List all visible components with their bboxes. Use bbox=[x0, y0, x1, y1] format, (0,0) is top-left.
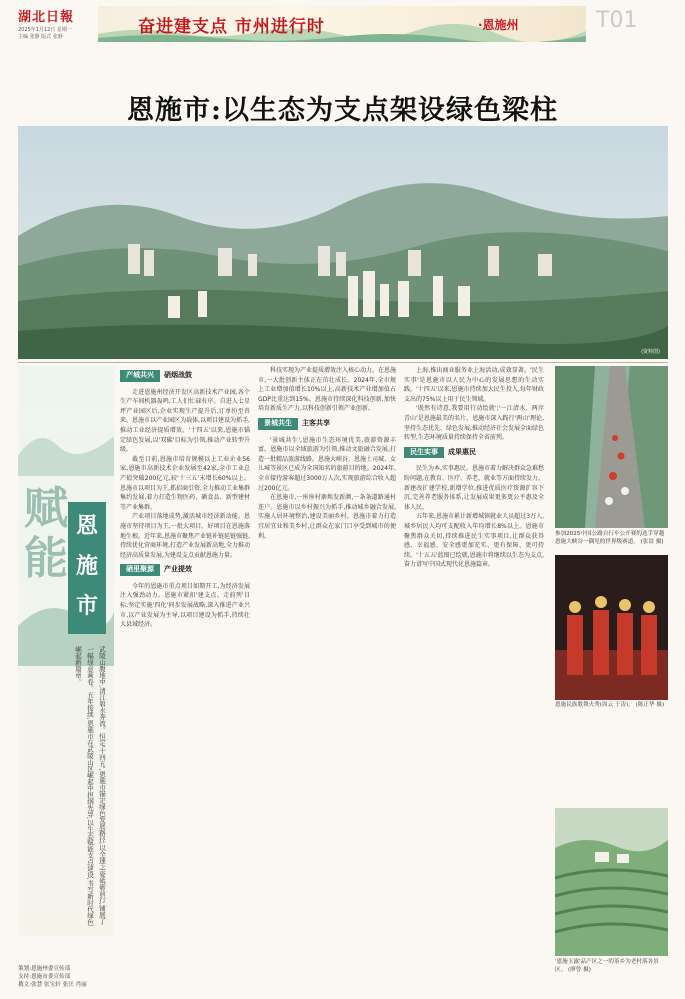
column-1 bbox=[120, 366, 250, 630]
section-heading bbox=[258, 418, 396, 430]
credit-line: 撰文:张慧 张宝轩 张匡 肖丽 bbox=[18, 982, 87, 988]
section-heading bbox=[120, 370, 250, 382]
column-2 bbox=[258, 366, 396, 541]
paragraph: 科技实现为产业提质增效注入核心动力。在恩施市,一大批创新主体正在茁壮成长。2024年,全市规上工业增加值增长10%以上,高新技术产业增加值占GDP比重达到15%。恩施市持续深化科技创新,加快培育新质生产力,以科技创新引领产业创新。 bbox=[258, 367, 397, 413]
section-kicker: 硝烟战鼓 bbox=[164, 371, 192, 379]
tea-terraces-illustration bbox=[555, 808, 668, 956]
divider bbox=[18, 362, 668, 363]
column-3 bbox=[404, 366, 544, 570]
section-heading bbox=[120, 564, 250, 576]
sidebar-city-label: 恩施市 bbox=[68, 502, 106, 634]
section-banner bbox=[98, 6, 586, 42]
paragraph: 民生为本,实事惠民。恩施市着力解决群众急难愁盼问题,在教育、医疗、养老、就业等方面持续发力。新建改扩建学校,新增学位,推进优质医疗资源扩容下沉,完善养老服务体系,让发展成果更多更公平惠及全体人民。 bbox=[404, 465, 544, 511]
section-label: 产城共兴 bbox=[120, 370, 160, 382]
section-label: 硒里聚源 bbox=[120, 564, 160, 576]
issue-date bbox=[18, 27, 72, 41]
city-panorama-photo bbox=[18, 126, 668, 359]
editor-line: 主编 张静 版式 张静 bbox=[18, 34, 63, 40]
sidebar-text: 武陵山腹地中,清江碧水奔流。恒定'十四五',恩施市锚定绿色发展路径,以全速之姿砥砺前行,铺展了一幅绿意画卷。五年接续,恩施市在武陵山区崛起中担纲先导,以生态赋能支点建设,书写新时代绿色崛起新篇章。 bbox=[74, 646, 106, 926]
paragraph: '景城共生',恩施市生态环境优美,旅游资源丰富。恩施市以全域旅游为引领,推动文旅融合发展,打造一批精品旅游线路。恩施大峡谷、恩施土司城、女儿城等景区已成为全国知名的旅游目的地。2024年,全市接待游客超过3000万人次,实现旅游综合收入超过200亿元。 bbox=[258, 436, 397, 492]
paragraph: 五年来,恩施市累计新增城镇就业人员超过3万人,城乡居民人均可支配收入年均增长8%以上。恩施市聚焦群众关切,持续推进民生实事项目,让群众获得感、幸福感、安全感更加充实、更有保障、更可持续。'十五五'蓝图已绘就,恩施市将继续以生态为支点,奋力谱写中国式现代化恩施篇章。 bbox=[404, 513, 544, 569]
photo-caption: 参加2025中国公路自行车公开赛的选手穿越恩施大峡谷一隅见的世界级赛道。 (张谊 摄) bbox=[555, 531, 665, 545]
paragraph: 在恩施市,一座座村寨焕发新颜,一条条道路通村连户。恩施市以乡村振兴为抓手,推动城乡融合发展,实施人居环境整治,建设美丽乡村。恩施市着力打造宜居宜业和美乡村,让群众在家门口享受到城市的便利。 bbox=[258, 494, 396, 540]
dance-photo bbox=[555, 555, 668, 700]
paragraph: 走进恩施州经济开发区高新技术产业园,各个生产车间机器轰鸣,工人们忙碌有序。自进入七星坪产业园区后,企业实现生产提升后,订单纷至沓来。恩施市以产业园区为载体,以项目建设为抓手,推动工业经济提质增效。'十四五'以来,恩施市锚定绿色发展,以'双碳'目标为引领,推动产业转型升级。 bbox=[120, 388, 250, 454]
photo-caption: '恩施玉露'品产区之一的茶乡为老村落各景区。 (廖曾 摄) bbox=[555, 959, 659, 973]
paragraph: 上海,推出商业服务业上海活动,成效显著。'民生实事'是恩施市以人民为中心的发展思想的生动实践。'十四五'以来,恩施市持续加大民生投入,每年财政支出的75%以上用于民生领域。 bbox=[404, 367, 544, 403]
paragraph: '既然有诗意,我要用行动绘就';'一江清水、两岸青山'是恩施最美的名片。恩施市深入践行'两山'理论,坚持生态优先、绿色发展,推动经济社会发展全面绿色转型,生态环境质量持续保持全省前列。 bbox=[404, 405, 544, 442]
page-number: T01 bbox=[596, 8, 638, 33]
photo-caption: 恩施民族歌舞火秀(周云 于涛)。 (陈正华 摄) bbox=[555, 702, 665, 708]
city-panorama-illustration bbox=[18, 126, 668, 359]
dancers-illustration bbox=[555, 555, 668, 700]
cyclists-illustration bbox=[555, 366, 668, 528]
section-heading bbox=[404, 447, 544, 459]
masthead bbox=[0, 0, 685, 46]
section-kicker: 主客共享 bbox=[302, 418, 330, 427]
newspaper-logo: 湖北日報 bbox=[18, 10, 75, 25]
paragraph: 今年的恩施市重点项目如期开工,为经济发展注入强劲动力。恩施市紧扣'建支点、走前列'目标,坚定实施'四化'同步发展战略,深入推进产业兴市,以产业发展为主导,以项目建设为抓手,持续壮大县域经济。 bbox=[120, 582, 250, 629]
credit-line: 支持:恩施市委宣传部 bbox=[18, 974, 71, 980]
credits-footer bbox=[18, 965, 87, 989]
paragraph: 产业项目落地成势,激活城市经济新动能。恩施市坚持项目为王,一批大项目、好项目在恩施落地生根。近年来,恩施市聚焦产业链补链延链强链,持续优化营商环境,打造产业发展新高地,全力推动经济高质量发展,为建设支点贡献恩施力量。 bbox=[120, 513, 250, 559]
sidebar-big-char: 赋能 bbox=[24, 483, 68, 584]
photo-credit: (资料图) bbox=[641, 349, 660, 355]
section-label: 民生实事 bbox=[404, 447, 444, 459]
page-title: 恩施市:以生态为支点架设绿色梁柱 bbox=[127, 95, 558, 126]
date-line: 2025年1月12日 星期一 bbox=[18, 27, 72, 33]
section-kicker: 成果惠民 bbox=[448, 447, 476, 456]
paragraph: 截至目前,恩施市培育规模以上工业企业56家,恩施市高新技术企业发展至42家,全市工业总产值突破200亿元,较'十三五'末增长60%以上。恩施市以项目为王,抓招商引资,全力推动工业集群集约发展,着力打造生物医药、硒食品、新型建材等产业集群。 bbox=[120, 455, 250, 511]
section-label: 景城共生 bbox=[258, 418, 298, 430]
section-kicker: 产业提效 bbox=[164, 565, 192, 574]
cycling-photo bbox=[555, 366, 668, 528]
tea-village-photo bbox=[555, 808, 668, 956]
sidebar-panel bbox=[18, 366, 114, 936]
credit-line: 策划:恩施州委宣传部 bbox=[18, 966, 71, 972]
banner-title: 奋进建支点 市州进行时 bbox=[138, 17, 325, 37]
banner-subtitle: ·恩施州 bbox=[478, 18, 519, 32]
